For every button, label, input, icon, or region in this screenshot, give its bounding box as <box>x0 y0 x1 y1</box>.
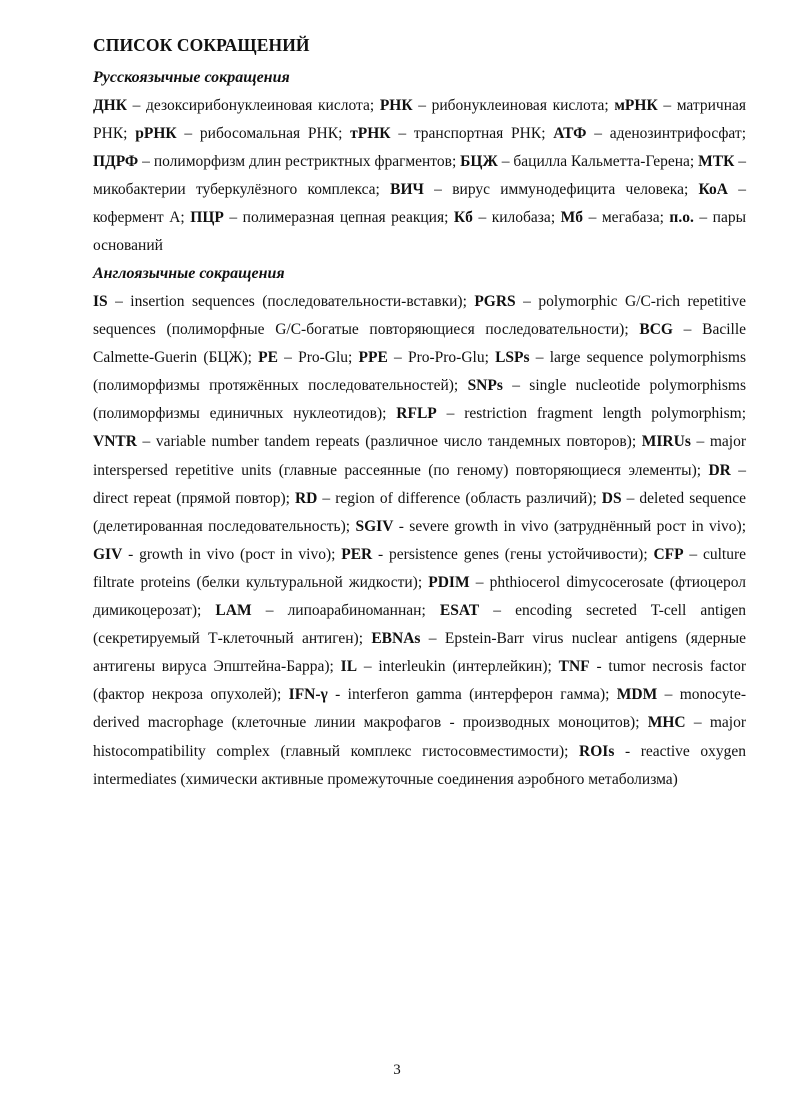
abbreviation-separator: – <box>390 125 414 143</box>
abbreviation-delimiter: ; <box>604 97 615 114</box>
abbreviation-delimiter: ; <box>348 349 359 367</box>
abbreviation-term: п.о. <box>669 209 694 227</box>
abbreviation-term: ПЦР <box>190 209 224 227</box>
abbreviation-delimiter: ; <box>564 742 580 760</box>
abbreviation-separator: - <box>589 658 609 676</box>
abbreviation-delimiter: ; <box>285 489 295 507</box>
abbreviation-term: PER <box>341 545 373 563</box>
abbreviation-separator: – <box>683 545 703 563</box>
abbreviation-term: DR <box>708 461 731 479</box>
abbreviation-delimiter: ; <box>197 602 216 620</box>
abbreviation-term: MDM <box>616 686 658 704</box>
abbreviation-term: PPE <box>358 349 388 367</box>
abbreviation-separator: – <box>672 321 703 339</box>
abbreviation-definition: Pro-Glu <box>298 349 349 367</box>
abbreviation-term: ROIs <box>579 742 615 760</box>
abbreviation-separator: - <box>614 742 641 760</box>
abbreviation-term: АТФ <box>553 125 587 143</box>
abbreviation-term: IS <box>93 293 108 310</box>
abbreviation-separator: - <box>393 517 410 535</box>
abbreviation-term: SNPs <box>467 377 503 395</box>
abbreviation-delimiter: ; <box>541 125 554 143</box>
abbreviation-delimiter: ; <box>624 321 640 339</box>
abbreviation-term: РНК <box>379 97 413 114</box>
abbreviation-definition: Pro-Pro-Glu <box>407 349 485 367</box>
abbreviation-definition: growth in vivo (рост in vivo) <box>139 545 332 563</box>
abbreviation-definition: матричная РНК <box>93 97 747 143</box>
abbreviation-separator: – <box>176 125 200 143</box>
abbreviation-separator: – <box>423 181 453 199</box>
abbreviation-separator: – <box>730 461 747 479</box>
abbreviation-term: IFN-γ <box>288 686 328 704</box>
abbreviation-definition: вирус иммунодефицита человека <box>452 181 684 199</box>
abbreviation-delimiter: ; <box>338 125 351 143</box>
abbreviation-separator: – <box>515 293 539 310</box>
abbreviation-separator: - <box>122 545 140 563</box>
abbreviation-delimiter: ; <box>382 405 397 423</box>
abbreviation-separator: – <box>469 573 490 591</box>
abbreviation-term: МТК <box>698 153 735 171</box>
abbreviation-definition: deleted sequence (делетированная последовательность) <box>93 489 747 535</box>
abbreviation-definition: рибосомальная РНК <box>199 125 339 143</box>
abbreviation-definition: липоарабиноманнан <box>287 602 422 620</box>
abbreviation-separator: - <box>372 545 390 563</box>
abbreviation-definition: large sequence polymorphisms (полиморфизмы протяжённых последовательностей) <box>93 349 747 395</box>
abbreviation-separator: – <box>277 349 299 367</box>
abbreviation-definition: restriction fragment length polymorphism <box>464 405 742 423</box>
abbreviation-separator: – <box>685 714 710 732</box>
abbreviation-delimiter: ; <box>180 209 191 227</box>
abbreviation-separator: – <box>657 97 677 114</box>
abbreviation-delimiter: ; <box>276 686 289 704</box>
section-heading-russian: Русскоязычные сокращения <box>93 69 290 86</box>
abbreviation-definition: полиморфизм длин рестриктных фрагментов <box>153 153 452 171</box>
abbreviation-definition: tumor necrosis factor (фактор некроза опухолей) <box>93 658 746 704</box>
abbreviation-separator: - <box>327 686 348 704</box>
abbreviation-separator: – <box>317 489 336 507</box>
abbreviation-delimiter: ; <box>631 433 642 451</box>
abbreviation-separator: – <box>387 349 408 367</box>
abbreviation-delimiter: ; <box>421 602 440 620</box>
abbreviation-delimiter: ; <box>462 293 475 310</box>
abbreviation-term: DS <box>601 489 622 507</box>
abbreviation-delimiter: ; <box>484 349 496 367</box>
abbreviation-separator: – <box>583 209 602 227</box>
abbreviation-definition: Bacille Calmette-Guerin (БЦЖ) <box>93 321 747 367</box>
page-title: СПИСОК СОКРАЩЕНИЙ <box>93 35 310 55</box>
abbreviation-delimiter: ; <box>358 630 372 648</box>
russian-abbreviations-list <box>93 92 746 261</box>
abbreviation-separator: – <box>693 209 713 227</box>
abbreviation-separator: – <box>126 97 146 114</box>
abbreviation-separator: – <box>251 602 288 620</box>
abbreviation-term: IL <box>340 658 358 676</box>
abbreviation-definition: variable number tandem repeats (различное число тандемных повторов) <box>155 433 632 451</box>
abbreviation-delimiter: ; <box>345 517 356 535</box>
abbreviation-definition: monocyte-derived macrophage (клеточные линии макрофагов - производных моноцитов) <box>93 686 746 732</box>
abbreviation-separator: – <box>420 630 445 648</box>
abbreviation-definition: interferon gamma (интерферон гамма) <box>347 686 606 704</box>
abbreviation-separator: – <box>479 602 516 620</box>
abbreviation-definition: транспортная РНК <box>413 125 542 143</box>
abbreviation-separator: – <box>727 181 746 199</box>
abbreviation-definition: insertion sequences (последовательности-вставки) <box>130 293 463 310</box>
abbreviation-separator: – <box>357 658 379 676</box>
abbreviation-delimiter: ; <box>741 405 746 423</box>
abbreviation-delimiter: ; <box>417 573 429 591</box>
abbreviation-delimiter: ; <box>635 714 648 732</box>
abbreviation-delimiter: ; <box>550 209 561 227</box>
abbreviation-delimiter: ; <box>547 658 559 676</box>
abbreviation-term: PE <box>258 349 278 367</box>
abbreviation-delimiter: ; <box>247 349 259 367</box>
abbreviation-term: КоА <box>698 181 728 199</box>
abbreviation-definition: severe growth in vivo (затруднённый рост in vivo) <box>409 517 742 535</box>
abbreviation-separator: – <box>529 349 550 367</box>
abbreviation-term: GIV <box>93 545 123 563</box>
abbreviation-definition: аденозинтрифосфат <box>609 125 742 143</box>
abbreviation-definition: direct repeat (прямой повтор) <box>93 489 286 507</box>
abbreviation-delimiter: ; <box>683 181 699 199</box>
abbreviation-term: Мб <box>560 209 584 227</box>
abbreviation-definition: дезоксирибонуклеиновая кислота <box>146 97 370 114</box>
abbreviation-delimiter: ; <box>369 97 380 114</box>
abbreviation-separator: – <box>472 209 492 227</box>
abbreviation-definition: мегабаза <box>601 209 660 227</box>
abbreviation-delimiter: ; <box>123 125 136 143</box>
abbreviation-definition: микобактерии туберкулёзного комплекса <box>93 181 376 199</box>
abbreviation-separator: – <box>412 97 432 114</box>
abbreviation-separator: – <box>107 293 131 310</box>
abbreviation-term: LAM <box>215 602 252 620</box>
abbreviation-separator: – <box>586 125 610 143</box>
abbreviation-term: RFLP <box>396 405 437 423</box>
abbreviation-term: LSPs <box>495 349 530 367</box>
abbreviation-definition: interleukin (интерлейкин) <box>378 658 548 676</box>
abbreviation-definition: major interspersed repetitive units (главные рассеянные (по геному) повторяющиеся элементы) <box>93 433 747 479</box>
abbreviation-separator: – <box>621 489 640 507</box>
abbreviation-definition: phthiocerol dimycocerosate (фтиоцерол димикоцерозат) <box>93 573 747 620</box>
abbreviation-delimiter: ; <box>696 461 709 479</box>
abbreviation-term: тРНК <box>350 125 391 143</box>
abbreviation-definition: single nucleotide polymorphisms (полиморфизмы единичных нуклеотидов) <box>93 377 746 423</box>
abbreviation-definition: major histocompatibility complex (главный комплекс гистосовместимости) <box>93 714 746 760</box>
abbreviation-definition: полимеразная цепная реакция <box>242 209 445 227</box>
abbreviation-delimiter: ; <box>605 686 617 704</box>
abbreviation-definition: polymorphic G/C-rich repetitive sequences (полиморфные G/C-богатые повторяющиеся последовательности) <box>93 293 747 339</box>
abbreviation-term: мРНК <box>614 97 658 114</box>
abbreviation-term: SGIV <box>355 517 394 535</box>
abbreviation-separator: – <box>223 209 243 227</box>
english-abbreviations-list <box>93 288 746 794</box>
abbreviation-delimiter: ; <box>375 181 391 199</box>
abbreviation-delimiter: ; <box>741 517 747 535</box>
abbreviation-delimiter: ; <box>689 153 699 171</box>
abbreviation-separator: – <box>436 405 465 423</box>
abbreviation-definition: кофермент А <box>93 209 181 227</box>
abbreviation-term: EBNAs <box>371 630 421 648</box>
abbreviation-delimiter: ; <box>659 209 670 227</box>
abbreviation-definition: килобаза <box>491 209 551 227</box>
abbreviation-separator: – <box>497 153 514 171</box>
abbreviation-definition: пары оснований <box>93 209 747 255</box>
abbreviation-term: БЦЖ <box>460 153 498 171</box>
abbreviation-term: ESAT <box>439 602 480 620</box>
abbreviation-delimiter: ; <box>329 658 341 676</box>
abbreviation-delimiter: ; <box>444 209 454 227</box>
abbreviation-definition: Epstein-Barr virus nuclear antigens (ядерные антигены вируса Эпштейна-Барра) <box>93 630 747 676</box>
abbreviation-definition: region of difference (область различий) <box>335 489 593 507</box>
abbreviation-delimiter: ; <box>592 489 602 507</box>
abbreviation-definition: encoding secreted T-cell antigen (секретируемый Т-клеточный антиген) <box>93 602 746 648</box>
abbreviation-term: рРНК <box>135 125 177 143</box>
abbreviation-term: MIRUs <box>641 433 691 451</box>
abbreviation-separator: – <box>136 433 156 451</box>
abbreviation-term: Кб <box>453 209 473 227</box>
abbreviation-separator: – <box>657 686 680 704</box>
abbreviation-definition: culture filtrate proteins (белки культуральной жидкости) <box>93 545 746 591</box>
abbreviation-separator: – <box>502 377 530 395</box>
abbreviation-definition: persistence genes (гены устойчивости) <box>389 545 644 563</box>
abbreviation-definition: рибонуклеиновая кислота <box>431 97 605 114</box>
abbreviation-delimiter: ; <box>453 377 468 395</box>
abbreviation-term: ВИЧ <box>390 181 424 199</box>
abbreviation-delimiter: ; <box>643 545 654 563</box>
abbreviation-definition: бацилла Кальметта-Герена <box>513 153 690 171</box>
abbreviation-term: PGRS <box>474 293 516 310</box>
abbreviation-term: VNTR <box>93 433 137 451</box>
section-heading-english: Англоязычные сокращения <box>93 265 285 282</box>
abbreviation-term: BCG <box>639 321 673 339</box>
abbreviation-definition: reactive oxygen intermediates (химически активные промежуточные соединения аэробного метаболизма) <box>93 742 746 788</box>
abbreviation-term: PDIM <box>428 573 470 591</box>
abbreviation-separator: – <box>138 153 154 171</box>
abbreviation-separator: – <box>734 153 747 171</box>
abbreviation-term: ДНК <box>93 97 127 114</box>
abbreviation-separator: – <box>690 433 710 451</box>
abbreviation-term: ПДРФ <box>93 153 139 171</box>
abbreviation-term: CFP <box>653 545 684 563</box>
abbreviation-delimiter: ; <box>741 125 747 143</box>
abbreviation-term: RD <box>294 489 318 507</box>
abbreviation-delimiter: ; <box>451 153 461 171</box>
page-number: 3 <box>393 1062 401 1078</box>
abbreviation-delimiter: ; <box>331 545 342 563</box>
abbreviation-term: MHC <box>647 714 686 732</box>
abbreviation-term: TNF <box>558 658 590 676</box>
